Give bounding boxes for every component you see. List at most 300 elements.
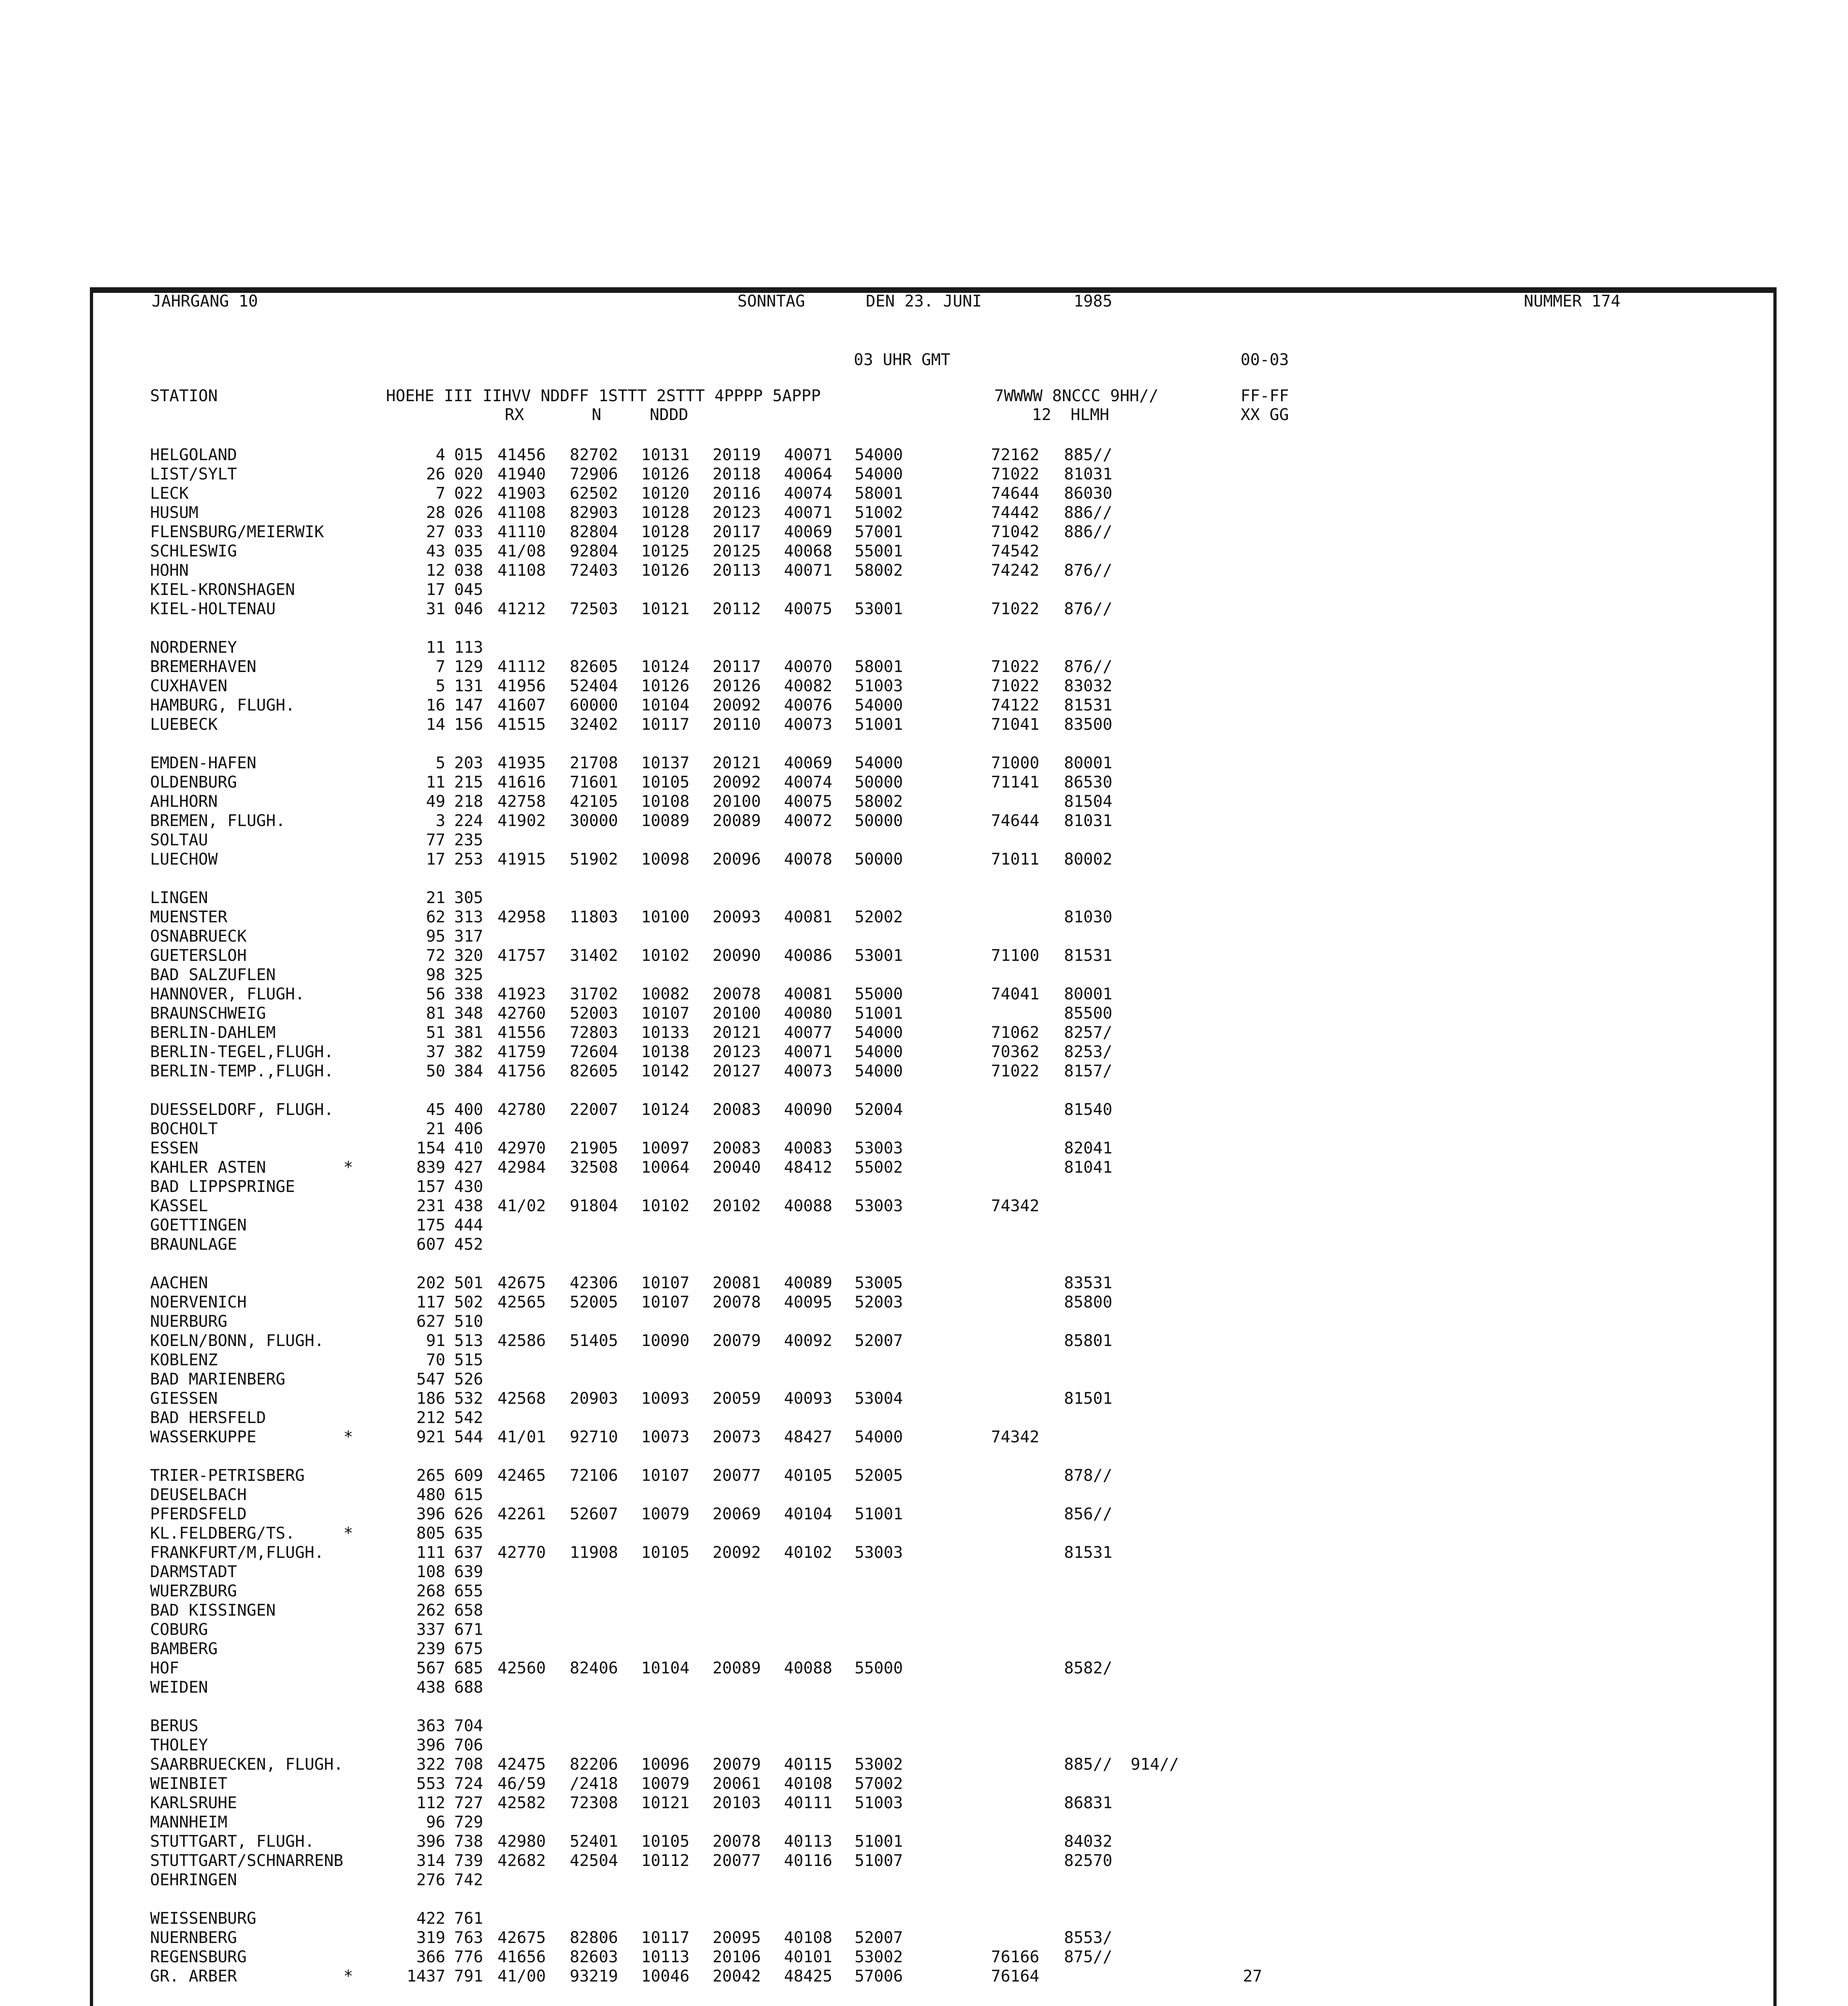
sttt2: 20100 [713, 792, 761, 811]
sttt2: 20110 [713, 715, 761, 734]
nccc8: 8157/ [1064, 1062, 1113, 1080]
station-name: DUESSELDORF, FLUGH. [150, 1100, 334, 1119]
iii: 147 [454, 696, 483, 715]
appp5: 54000 [855, 754, 903, 772]
pppp4: 40074 [784, 773, 833, 792]
station-name: KIEL-HOLTENAU [150, 600, 276, 618]
iii: 635 [454, 1524, 483, 1543]
table-row [0, 1485, 1848, 1504]
pppp4: 40064 [784, 465, 833, 483]
sttt2: 20123 [713, 1043, 761, 1061]
nddff: 92804 [570, 542, 618, 560]
nddff: 31402 [570, 946, 618, 965]
station-name: STUTTGART, FLUGH. [150, 1832, 315, 1851]
ihvv: 41/08 [498, 542, 546, 560]
iii: 776 [454, 1948, 483, 1966]
station-name: THOLEY [150, 1736, 208, 1754]
iii: 658 [454, 1601, 483, 1620]
appp5: 51001 [855, 1832, 903, 1851]
nddff: 82605 [570, 1062, 618, 1080]
ihvv: 42675 [498, 1274, 546, 1292]
sttt1: 10126 [641, 677, 690, 695]
station-name: DARMSTADT [150, 1563, 237, 1581]
iii: 639 [454, 1563, 483, 1581]
iii: 544 [454, 1428, 483, 1446]
sttt2: 20106 [713, 1948, 761, 1966]
iii: 704 [454, 1717, 483, 1735]
hoehe: 31 [426, 600, 445, 618]
appp5: 50000 [855, 773, 903, 792]
sttt2: 20069 [713, 1505, 761, 1523]
hoehe: 805 [416, 1524, 445, 1543]
sttt1: 10120 [641, 484, 690, 503]
sttt2: 20112 [713, 600, 761, 618]
table-row [0, 811, 1848, 830]
station-name: BAMBERG [150, 1640, 218, 1658]
pppp4: 40088 [784, 1197, 833, 1215]
iii: 685 [454, 1659, 483, 1677]
iii: 532 [454, 1389, 483, 1408]
iii: 033 [454, 523, 483, 541]
nddff: 21708 [570, 754, 618, 772]
sttt2: 20077 [713, 1852, 761, 1870]
pppp4: 40089 [784, 1274, 833, 1292]
iii: 655 [454, 1582, 483, 1600]
nccc8: 8553/ [1064, 1929, 1113, 1947]
mountain-mark: * [343, 1524, 353, 1543]
nccc8: 86030 [1064, 484, 1113, 503]
iii: 022 [454, 484, 483, 503]
hoehe: 921 [416, 1428, 445, 1446]
table-row [0, 1659, 1848, 1678]
nccc8: 8257/ [1064, 1023, 1113, 1042]
sttt2: 20096 [713, 850, 761, 869]
table-row [0, 1042, 1848, 1062]
nccc8: 8253/ [1064, 1043, 1113, 1061]
sttt1: 10102 [641, 1197, 690, 1215]
table-row [0, 599, 1848, 619]
station-name: KARLSRUHE [150, 1794, 237, 1812]
hoehe: 72 [426, 946, 445, 965]
nddff: 82702 [570, 446, 618, 464]
iii: 253 [454, 850, 483, 869]
day: SONNTAG [737, 292, 805, 311]
table-row [0, 1389, 1848, 1408]
station-name: ESSEN [150, 1139, 199, 1157]
nddff: 31702 [570, 985, 618, 1003]
table-row [0, 580, 1848, 599]
iii: 513 [454, 1332, 483, 1350]
iii: 609 [454, 1466, 483, 1485]
iii: 427 [454, 1158, 483, 1177]
nccc8: 81041 [1064, 1158, 1113, 1177]
wwww7: 71062 [991, 1023, 1040, 1042]
station-name: PFERDSFELD [150, 1505, 247, 1523]
table-row [0, 1678, 1848, 1697]
table-row [0, 1909, 1848, 1928]
hoehe: 17 [426, 581, 445, 599]
pppp4: 40083 [784, 1139, 833, 1157]
nccc8: 86831 [1064, 1794, 1113, 1812]
nddff: 71601 [570, 773, 618, 792]
sttt1: 10142 [641, 1062, 690, 1080]
sttt2: 20089 [713, 812, 761, 830]
nccc8: 886// [1064, 504, 1113, 522]
table-row [0, 1601, 1848, 1620]
nccc8: 875// [1064, 1948, 1113, 1966]
sttt1: 10104 [641, 696, 690, 715]
station-name: LUEBECK [150, 715, 218, 734]
nccc8: 876// [1064, 658, 1113, 676]
ihvv: 41/00 [498, 1967, 546, 1986]
nddff: 52404 [570, 677, 618, 695]
appp5: 53001 [855, 946, 903, 965]
station-name: NOERVENICH [150, 1293, 247, 1312]
hoehe: 12 [426, 561, 445, 580]
ihvv: 42582 [498, 1794, 546, 1812]
iii: 020 [454, 465, 483, 483]
date: DEN 23. JUNI [866, 292, 982, 311]
table-row [0, 1582, 1848, 1601]
appp5: 54000 [855, 1428, 903, 1446]
nccc8: 83531 [1064, 1274, 1113, 1292]
wwww7: 74644 [991, 484, 1040, 503]
nccc8: 876// [1064, 600, 1113, 618]
iii: 615 [454, 1486, 483, 1504]
hoehe: 5 [435, 754, 445, 772]
table-row [0, 792, 1848, 811]
hoehe: 111 [416, 1543, 445, 1562]
station-name: SAARBRUECKEN, FLUGH. [150, 1755, 343, 1774]
hoehe: 5 [435, 677, 445, 695]
wwww7: 71022 [991, 658, 1040, 676]
nccc8: 83500 [1064, 715, 1113, 734]
table-row [0, 753, 1848, 773]
wwww7: 72162 [991, 446, 1040, 464]
hoehe: 1437 [406, 1967, 445, 1986]
station-name: WASSERKUPPE [150, 1428, 256, 1446]
pppp4: 40071 [784, 446, 833, 464]
appp5: 54000 [855, 1043, 903, 1061]
station-name: OSNABRUECK [150, 927, 247, 946]
mountain-mark: * [343, 1967, 353, 1986]
nddff: 72308 [570, 1794, 618, 1812]
year: 1985 [1074, 292, 1113, 311]
col-main-header: HOEHE III IIHVV NDDFF 1STTT 2STTT 4PPPP 5APPP [386, 387, 821, 405]
hoehe: 480 [416, 1486, 445, 1504]
wwww7: 71000 [991, 754, 1040, 772]
appp5: 54000 [855, 696, 903, 715]
sttt2: 20073 [713, 1428, 761, 1446]
appp5: 58002 [855, 561, 903, 580]
hoehe: 81 [426, 1004, 445, 1023]
ihvv: 41915 [498, 850, 546, 869]
wwww7: 74041 [991, 985, 1040, 1003]
appp5: 51001 [855, 1004, 903, 1023]
appp5: 51003 [855, 1794, 903, 1812]
station-name: GOETTINGEN [150, 1216, 247, 1234]
sttt1: 10105 [641, 773, 690, 792]
sttt1: 10089 [641, 812, 690, 830]
hoehe: 322 [416, 1755, 445, 1774]
ihvv: 41607 [498, 696, 546, 715]
station-name: HELGOLAND [150, 446, 237, 464]
table-row [0, 1312, 1848, 1331]
sttt2: 20121 [713, 754, 761, 772]
appp5: 53005 [855, 1274, 903, 1292]
wwww7: 74442 [991, 504, 1040, 522]
sttt2: 20059 [713, 1389, 761, 1408]
appp5: 55000 [855, 1659, 903, 1677]
ihvv: 42675 [498, 1929, 546, 1947]
table-row [0, 1350, 1848, 1370]
sttt2: 20092 [713, 773, 761, 792]
wwww7: 71011 [991, 850, 1040, 869]
hoehe: 422 [416, 1909, 445, 1928]
iii: 406 [454, 1120, 483, 1138]
hoehe: 396 [416, 1736, 445, 1754]
pppp4: 40108 [784, 1929, 833, 1947]
appp5: 51002 [855, 504, 903, 522]
hoehe: 265 [416, 1466, 445, 1485]
nccc8: 86530 [1064, 773, 1113, 792]
table-row [0, 1967, 1848, 1986]
table-row [0, 1293, 1848, 1312]
table-row [0, 1177, 1848, 1196]
station-name: BAD LIPPSPRINGE [150, 1178, 295, 1196]
ihvv: 41212 [498, 600, 546, 618]
table-row [0, 850, 1848, 869]
station-name: STUTTGART/SCHNARRENB [150, 1852, 343, 1870]
hoehe: 95 [426, 927, 445, 946]
nddff: 72604 [570, 1043, 618, 1061]
ihvv: 42475 [498, 1755, 546, 1774]
table-row [0, 985, 1848, 1004]
station-name: KL.FELDBERG/TS. [150, 1524, 295, 1543]
nddff: /2418 [570, 1775, 618, 1793]
iii: 400 [454, 1100, 483, 1119]
hoehe: 49 [426, 792, 445, 811]
wwww7: 70362 [991, 1043, 1040, 1061]
hoehe: 96 [426, 1813, 445, 1831]
period-label: 00-03 [1241, 351, 1289, 369]
hoehe: 51 [426, 1023, 445, 1042]
iii: 224 [454, 812, 483, 830]
sttt2: 20079 [713, 1332, 761, 1350]
table-row [0, 830, 1848, 850]
table-row [0, 1832, 1848, 1851]
sttt1: 10117 [641, 715, 690, 734]
hoehe: 396 [416, 1832, 445, 1851]
nccc8: 85500 [1064, 1004, 1113, 1023]
appp5: 50000 [855, 812, 903, 830]
sttt2: 20081 [713, 1274, 761, 1292]
station-name: BREMEN, FLUGH. [150, 812, 286, 830]
table-row [0, 1466, 1848, 1485]
station-name: BERLIN-DAHLEM [150, 1023, 276, 1042]
iii: 444 [454, 1216, 483, 1234]
appp5: 57006 [855, 1967, 903, 1986]
ihvv: 41940 [498, 465, 546, 483]
ihvv: 41/01 [498, 1428, 546, 1446]
iii: 382 [454, 1043, 483, 1061]
col-main-subheader: RX N NDDD [505, 406, 688, 424]
nccc8: 80001 [1064, 985, 1113, 1003]
appp5: 53002 [855, 1948, 903, 1966]
nccc8: 885// [1064, 446, 1113, 464]
pppp4: 40077 [784, 1023, 833, 1042]
ihvv: 42984 [498, 1158, 546, 1177]
pppp4: 40069 [784, 523, 833, 541]
iii: 320 [454, 946, 483, 965]
sttt2: 20090 [713, 946, 761, 965]
nccc8: 876// [1064, 561, 1113, 580]
pppp4: 40073 [784, 715, 833, 734]
station-name: NORDERNEY [150, 638, 237, 657]
pppp4: 40072 [784, 812, 833, 830]
ihvv: 42980 [498, 1832, 546, 1851]
hoehe: 11 [426, 638, 445, 657]
iii: 235 [454, 831, 483, 849]
station-name: KOBLENZ [150, 1351, 218, 1369]
hoehe: 396 [416, 1505, 445, 1523]
pppp4: 40074 [784, 484, 833, 503]
iii: 738 [454, 1832, 483, 1851]
station-name: REGENSBURG [150, 1948, 247, 1966]
station-name: BERLIN-TEMP.,FLUGH. [150, 1062, 334, 1080]
wwww7: 71022 [991, 1062, 1040, 1080]
appp5: 52007 [855, 1332, 903, 1350]
ihvv: 42958 [498, 908, 546, 926]
table-row [0, 1928, 1848, 1947]
station-name: BRAUNSCHWEIG [150, 1004, 266, 1023]
sttt1: 10073 [641, 1428, 690, 1446]
sttt2: 20125 [713, 542, 761, 560]
table-row [0, 561, 1848, 580]
nddff: 82206 [570, 1755, 618, 1774]
col-extra-header: 7WWWW 8NCCC 9HH// [994, 387, 1159, 405]
iii: 708 [454, 1755, 483, 1774]
nddff: 82806 [570, 1929, 618, 1947]
iii: 348 [454, 1004, 483, 1023]
iii: 724 [454, 1775, 483, 1793]
station-name: TRIER-PETRISBERG [150, 1466, 305, 1485]
ihvv: 41902 [498, 812, 546, 830]
hoehe: 21 [426, 889, 445, 907]
sttt1: 10117 [641, 1929, 690, 1947]
appp5: 55001 [855, 542, 903, 560]
nccc8: 81504 [1064, 792, 1113, 811]
table-row [0, 1504, 1848, 1524]
jahrgang: JAHRGANG 10 [152, 292, 258, 311]
table-row [0, 946, 1848, 965]
appp5: 58001 [855, 484, 903, 503]
pppp4: 40081 [784, 908, 833, 926]
sttt1: 10105 [641, 1543, 690, 1562]
pppp4: 40092 [784, 1332, 833, 1350]
iii: 626 [454, 1505, 483, 1523]
appp5: 58002 [855, 792, 903, 811]
wwww7: 74644 [991, 812, 1040, 830]
sttt1: 10121 [641, 600, 690, 618]
station-name: KIEL-KRONSHAGEN [150, 581, 295, 599]
sttt1: 10112 [641, 1852, 690, 1870]
table-row [0, 484, 1848, 503]
table-row [0, 1736, 1848, 1755]
ihvv: 41456 [498, 446, 546, 464]
appp5: 54000 [855, 465, 903, 483]
iii: 218 [454, 792, 483, 811]
hoehe: 77 [426, 831, 445, 849]
station-name: AACHEN [150, 1274, 208, 1292]
pppp4: 40105 [784, 1466, 833, 1485]
station-name: GR. ARBER [150, 1967, 237, 1986]
sttt2: 20117 [713, 658, 761, 676]
sttt1: 10121 [641, 1794, 690, 1812]
hoehe: 17 [426, 850, 445, 869]
iii: 675 [454, 1640, 483, 1658]
nccc8: 81030 [1064, 908, 1113, 926]
iii: 381 [454, 1023, 483, 1042]
hoehe: 276 [416, 1871, 445, 1889]
sttt2: 20123 [713, 504, 761, 522]
pppp4: 40071 [784, 561, 833, 580]
iii: 791 [454, 1967, 483, 1986]
sttt1: 10079 [641, 1505, 690, 1523]
sttt1: 10138 [641, 1043, 690, 1061]
station-name: WEINBIET [150, 1775, 227, 1793]
table-row [0, 1158, 1848, 1177]
hoehe: 262 [416, 1601, 445, 1620]
appp5: 52002 [855, 908, 903, 926]
wwww7: 74342 [991, 1428, 1040, 1446]
iii: 410 [454, 1139, 483, 1157]
table-row [0, 1543, 1848, 1562]
hoehe: 45 [426, 1100, 445, 1119]
sttt2: 20042 [713, 1967, 761, 1986]
nddff: 93219 [570, 1967, 618, 1986]
station-name: CUXHAVEN [150, 677, 227, 695]
sttt1: 10128 [641, 523, 690, 541]
sttt2: 20077 [713, 1466, 761, 1485]
table-row [0, 1273, 1848, 1293]
mountain-mark: * [343, 1428, 353, 1446]
sttt1: 10113 [641, 1948, 690, 1966]
ihvv: 42780 [498, 1100, 546, 1119]
sttt1: 10079 [641, 1775, 690, 1793]
pppp4: 40113 [784, 1832, 833, 1851]
iii: 046 [454, 600, 483, 618]
hoehe: 37 [426, 1043, 445, 1061]
pppp4: 40078 [784, 850, 833, 869]
nccc8: 81531 [1064, 696, 1113, 715]
table-row [0, 1004, 1848, 1023]
nddff: 11803 [570, 908, 618, 926]
appp5: 50000 [855, 850, 903, 869]
appp5: 54000 [855, 1023, 903, 1042]
appp5: 53003 [855, 1197, 903, 1215]
nddff: 51902 [570, 850, 618, 869]
ihvv: 41956 [498, 677, 546, 695]
pppp4: 40104 [784, 1505, 833, 1523]
ihvv: 41656 [498, 1948, 546, 1966]
issue-number: NUMMER 174 [1524, 292, 1621, 311]
pppp4: 40116 [784, 1852, 833, 1870]
sttt2: 20102 [713, 1197, 761, 1215]
station-name: BRAUNLAGE [150, 1235, 237, 1254]
iii: 305 [454, 889, 483, 907]
station-name: BOCHOLT [150, 1120, 218, 1138]
